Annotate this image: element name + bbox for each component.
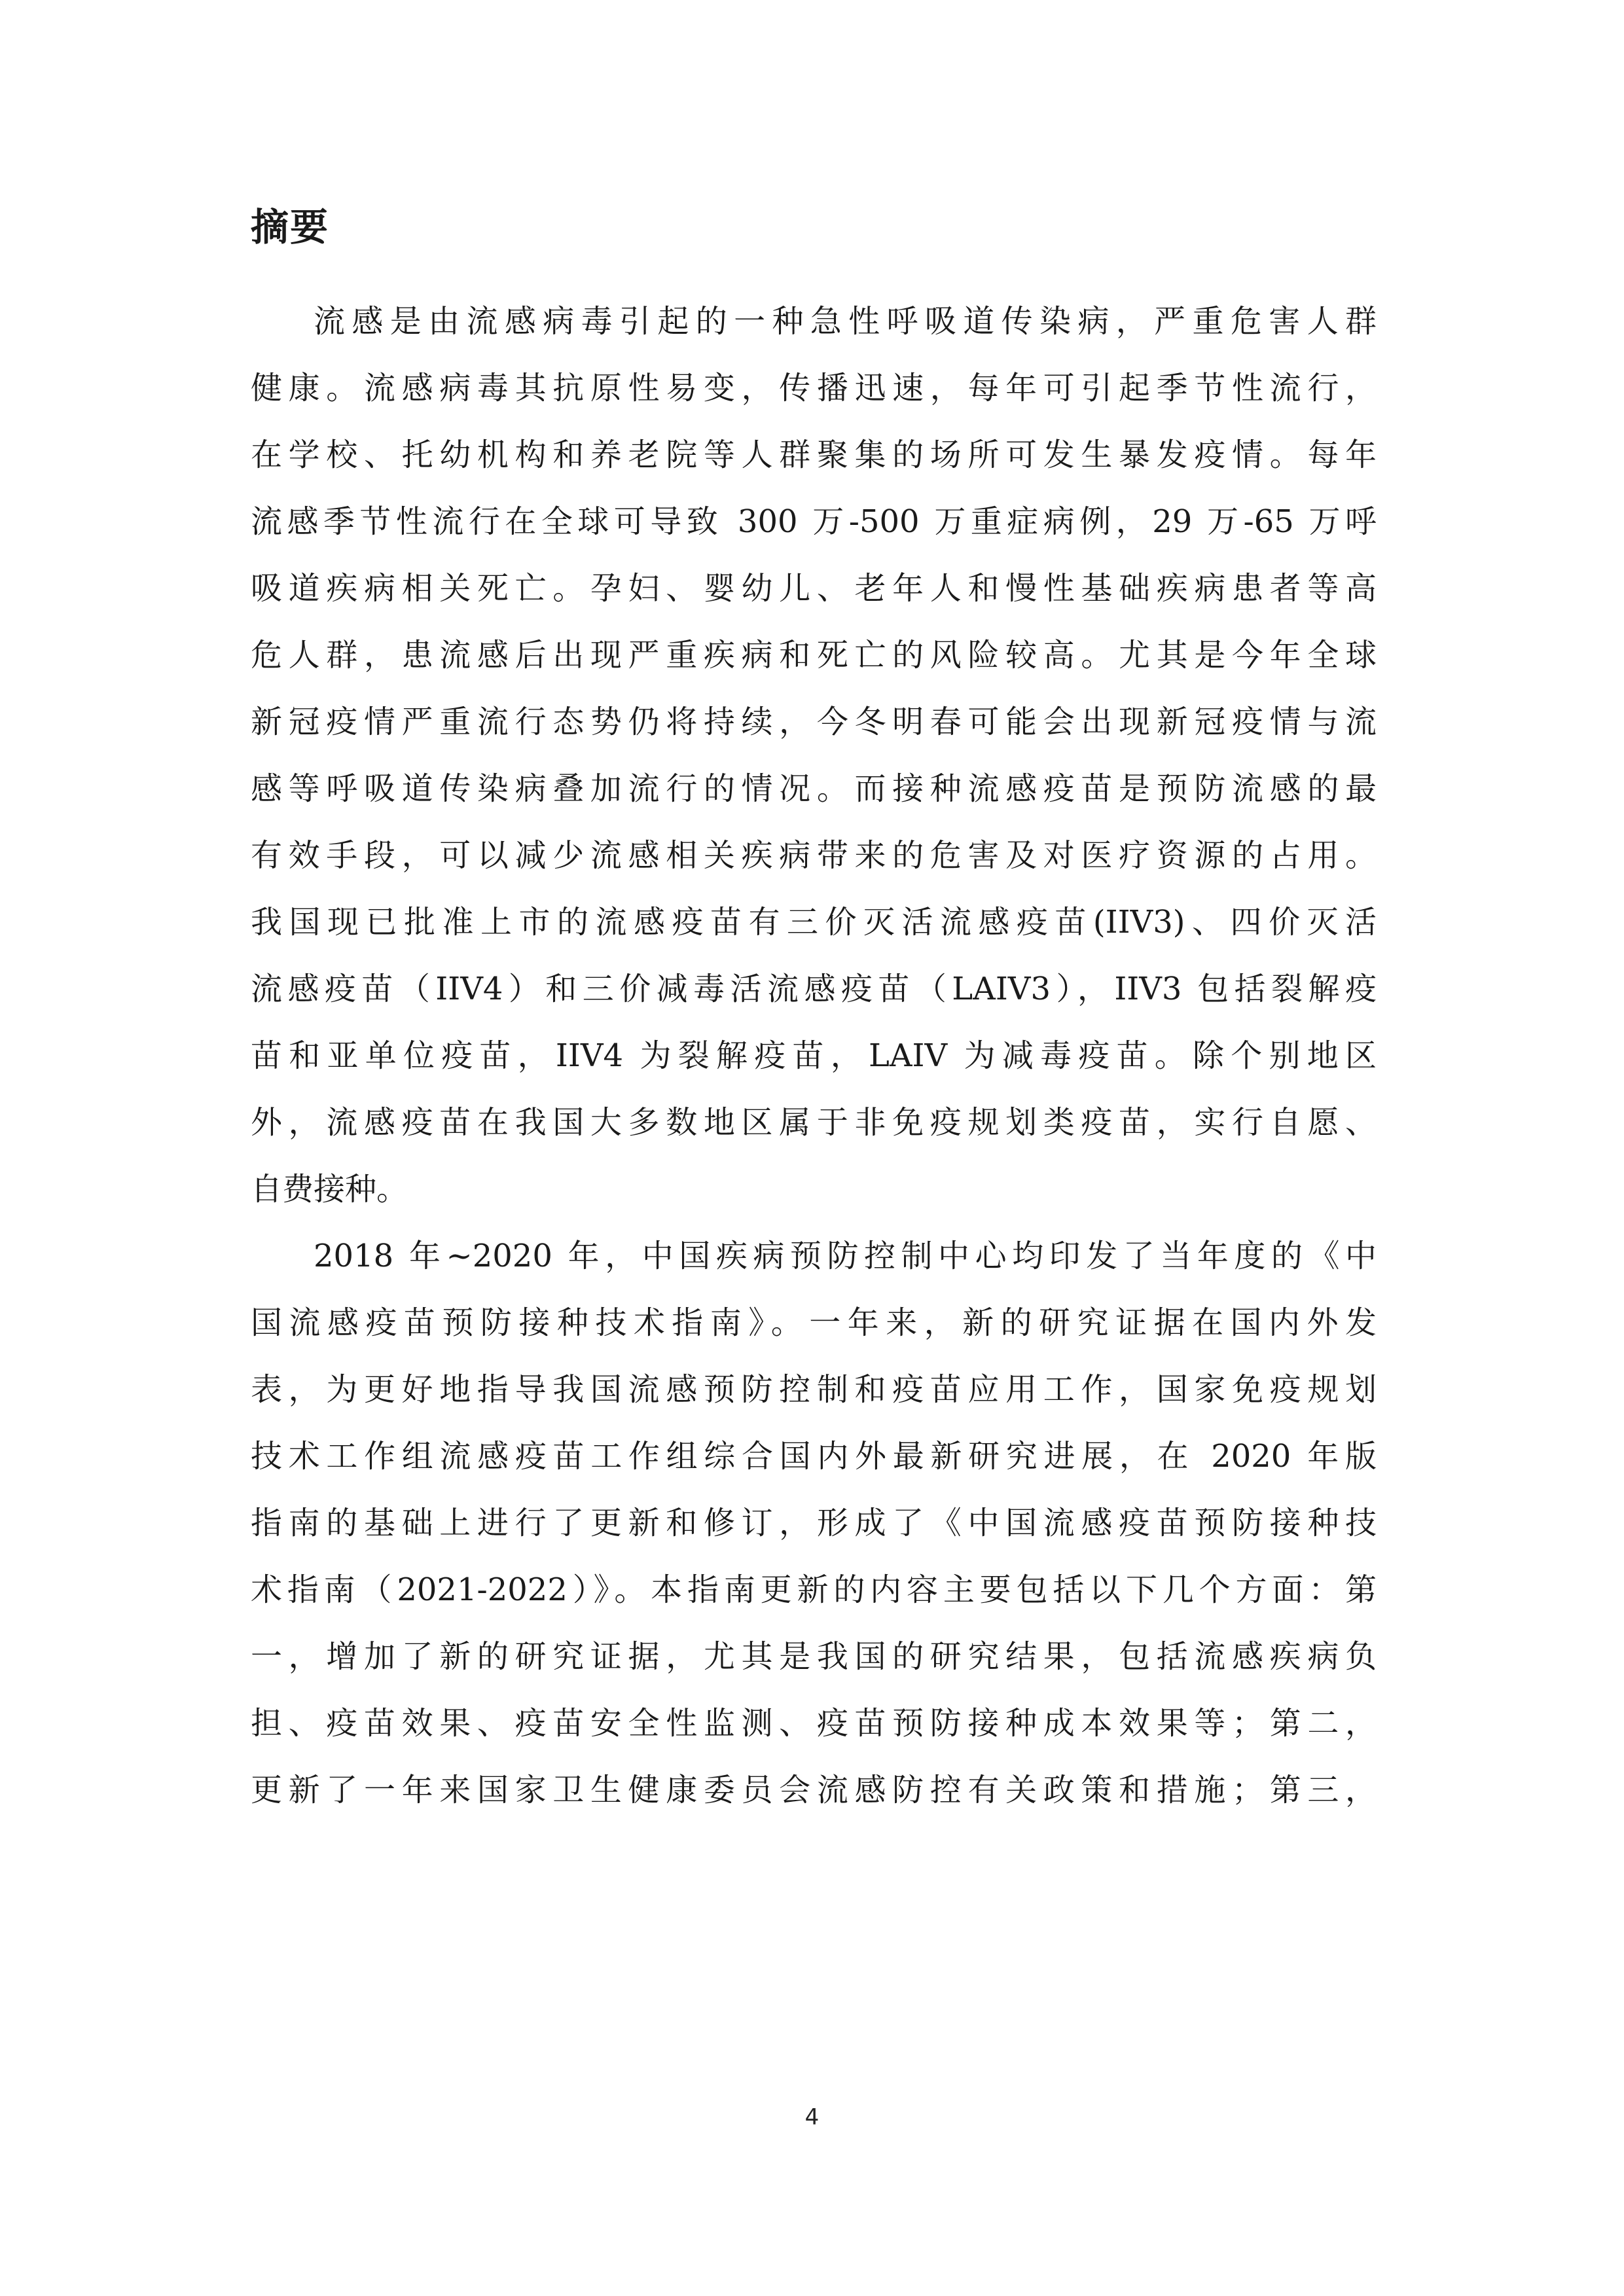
- paragraph-2-line: 2018 年~2020 年，中国疾病预防控制中心均印发了当年度的《中: [314, 1238, 1377, 1274]
- paragraph-1-line: 健康。流感病毒其抗原性易变，传播迅速，每年可引起季节性流行，: [251, 370, 1377, 406]
- paragraph-2-line: 国流感疫苗预防接种技术指南》。一年来，新的研究证据在国内外发: [251, 1304, 1377, 1341]
- paragraph-1-line: 感等呼吸道传染病叠加流行的情况。而接种流感疫苗是预防流感的最: [251, 770, 1377, 807]
- paragraph-2-line: 技术工作组流感疫苗工作组综合国内外最新研究进展，在 2020 年版: [251, 1438, 1377, 1475]
- paragraph-2-line: 担、疫苗效果、疫苗安全性监测、疫苗预防接种成本效果等；第二，: [251, 1705, 1377, 1742]
- paragraph-1-line: 流感季节性流行在全球可导致 300 万-500 万重症病例，29 万-65 万呼: [251, 503, 1377, 540]
- page-number: 4: [804, 2104, 820, 2130]
- paragraph-1-line: 我国现已批准上市的流感疫苗有三价灭活流感疫苗(IIV3)、四价灭活: [251, 904, 1377, 941]
- paragraph-1-line: 有效手段，可以减少流感相关疾病带来的危害及对医疗资源的占用。: [251, 837, 1377, 874]
- paragraph-2-line: 术指南（2021-2022）》。本指南更新的内容主要包括以下几个方面：第: [251, 1571, 1377, 1608]
- section-heading: 摘要: [251, 205, 330, 249]
- paragraph-2-line: 指南的基础上进行了更新和修订，形成了《中国流感疫苗预防接种技: [251, 1505, 1377, 1541]
- paragraph-1-line: 苗和亚单位疫苗，IIV4 为裂解疫苗，LAIV 为减毒疫苗。除个别地区: [251, 1037, 1377, 1074]
- paragraph-1-line: 流感是由流感病毒引起的一种急性呼吸道传染病，严重危害人群: [314, 303, 1377, 340]
- paragraph-2-line: 更新了一年来国家卫生健康委员会流感防控有关政策和措施；第三，: [251, 1772, 1377, 1808]
- paragraph-2-line: 表，为更好地指导我国流感预防控制和疫苗应用工作，国家免疫规划: [251, 1371, 1377, 1408]
- paragraph-1-line: 吸道疾病相关死亡。孕妇、婴幼儿、老年人和慢性基础疾病患者等高: [251, 570, 1377, 607]
- paragraph-1-line: 新冠疫情严重流行态势仍将持续，今冬明春可能会出现新冠疫情与流: [251, 704, 1377, 740]
- body-text: [251, 288, 1377, 1823]
- paragraph-1-line: 外，流感疫苗在我国大多数地区属于非免疫规划类疫苗，实行自愿、: [251, 1104, 1377, 1141]
- paragraph-1-line: 流感疫苗（IIV4）和三价减毒活流感疫苗（LAIV3），IIV3 包括裂解疫: [251, 971, 1377, 1007]
- paragraph-1-line: 在学校、托幼机构和养老院等人群聚集的场所可发生暴发疫情。每年: [251, 437, 1377, 473]
- paragraph-1-line: 自费接种。: [251, 1171, 408, 1208]
- paragraph-1-line: 危人群，患流感后出现严重疾病和死亡的风险较高。尤其是今年全球: [251, 637, 1377, 673]
- paragraph-2-line: 一，增加了新的研究证据，尤其是我国的研究结果，包括流感疾病负: [251, 1638, 1377, 1675]
